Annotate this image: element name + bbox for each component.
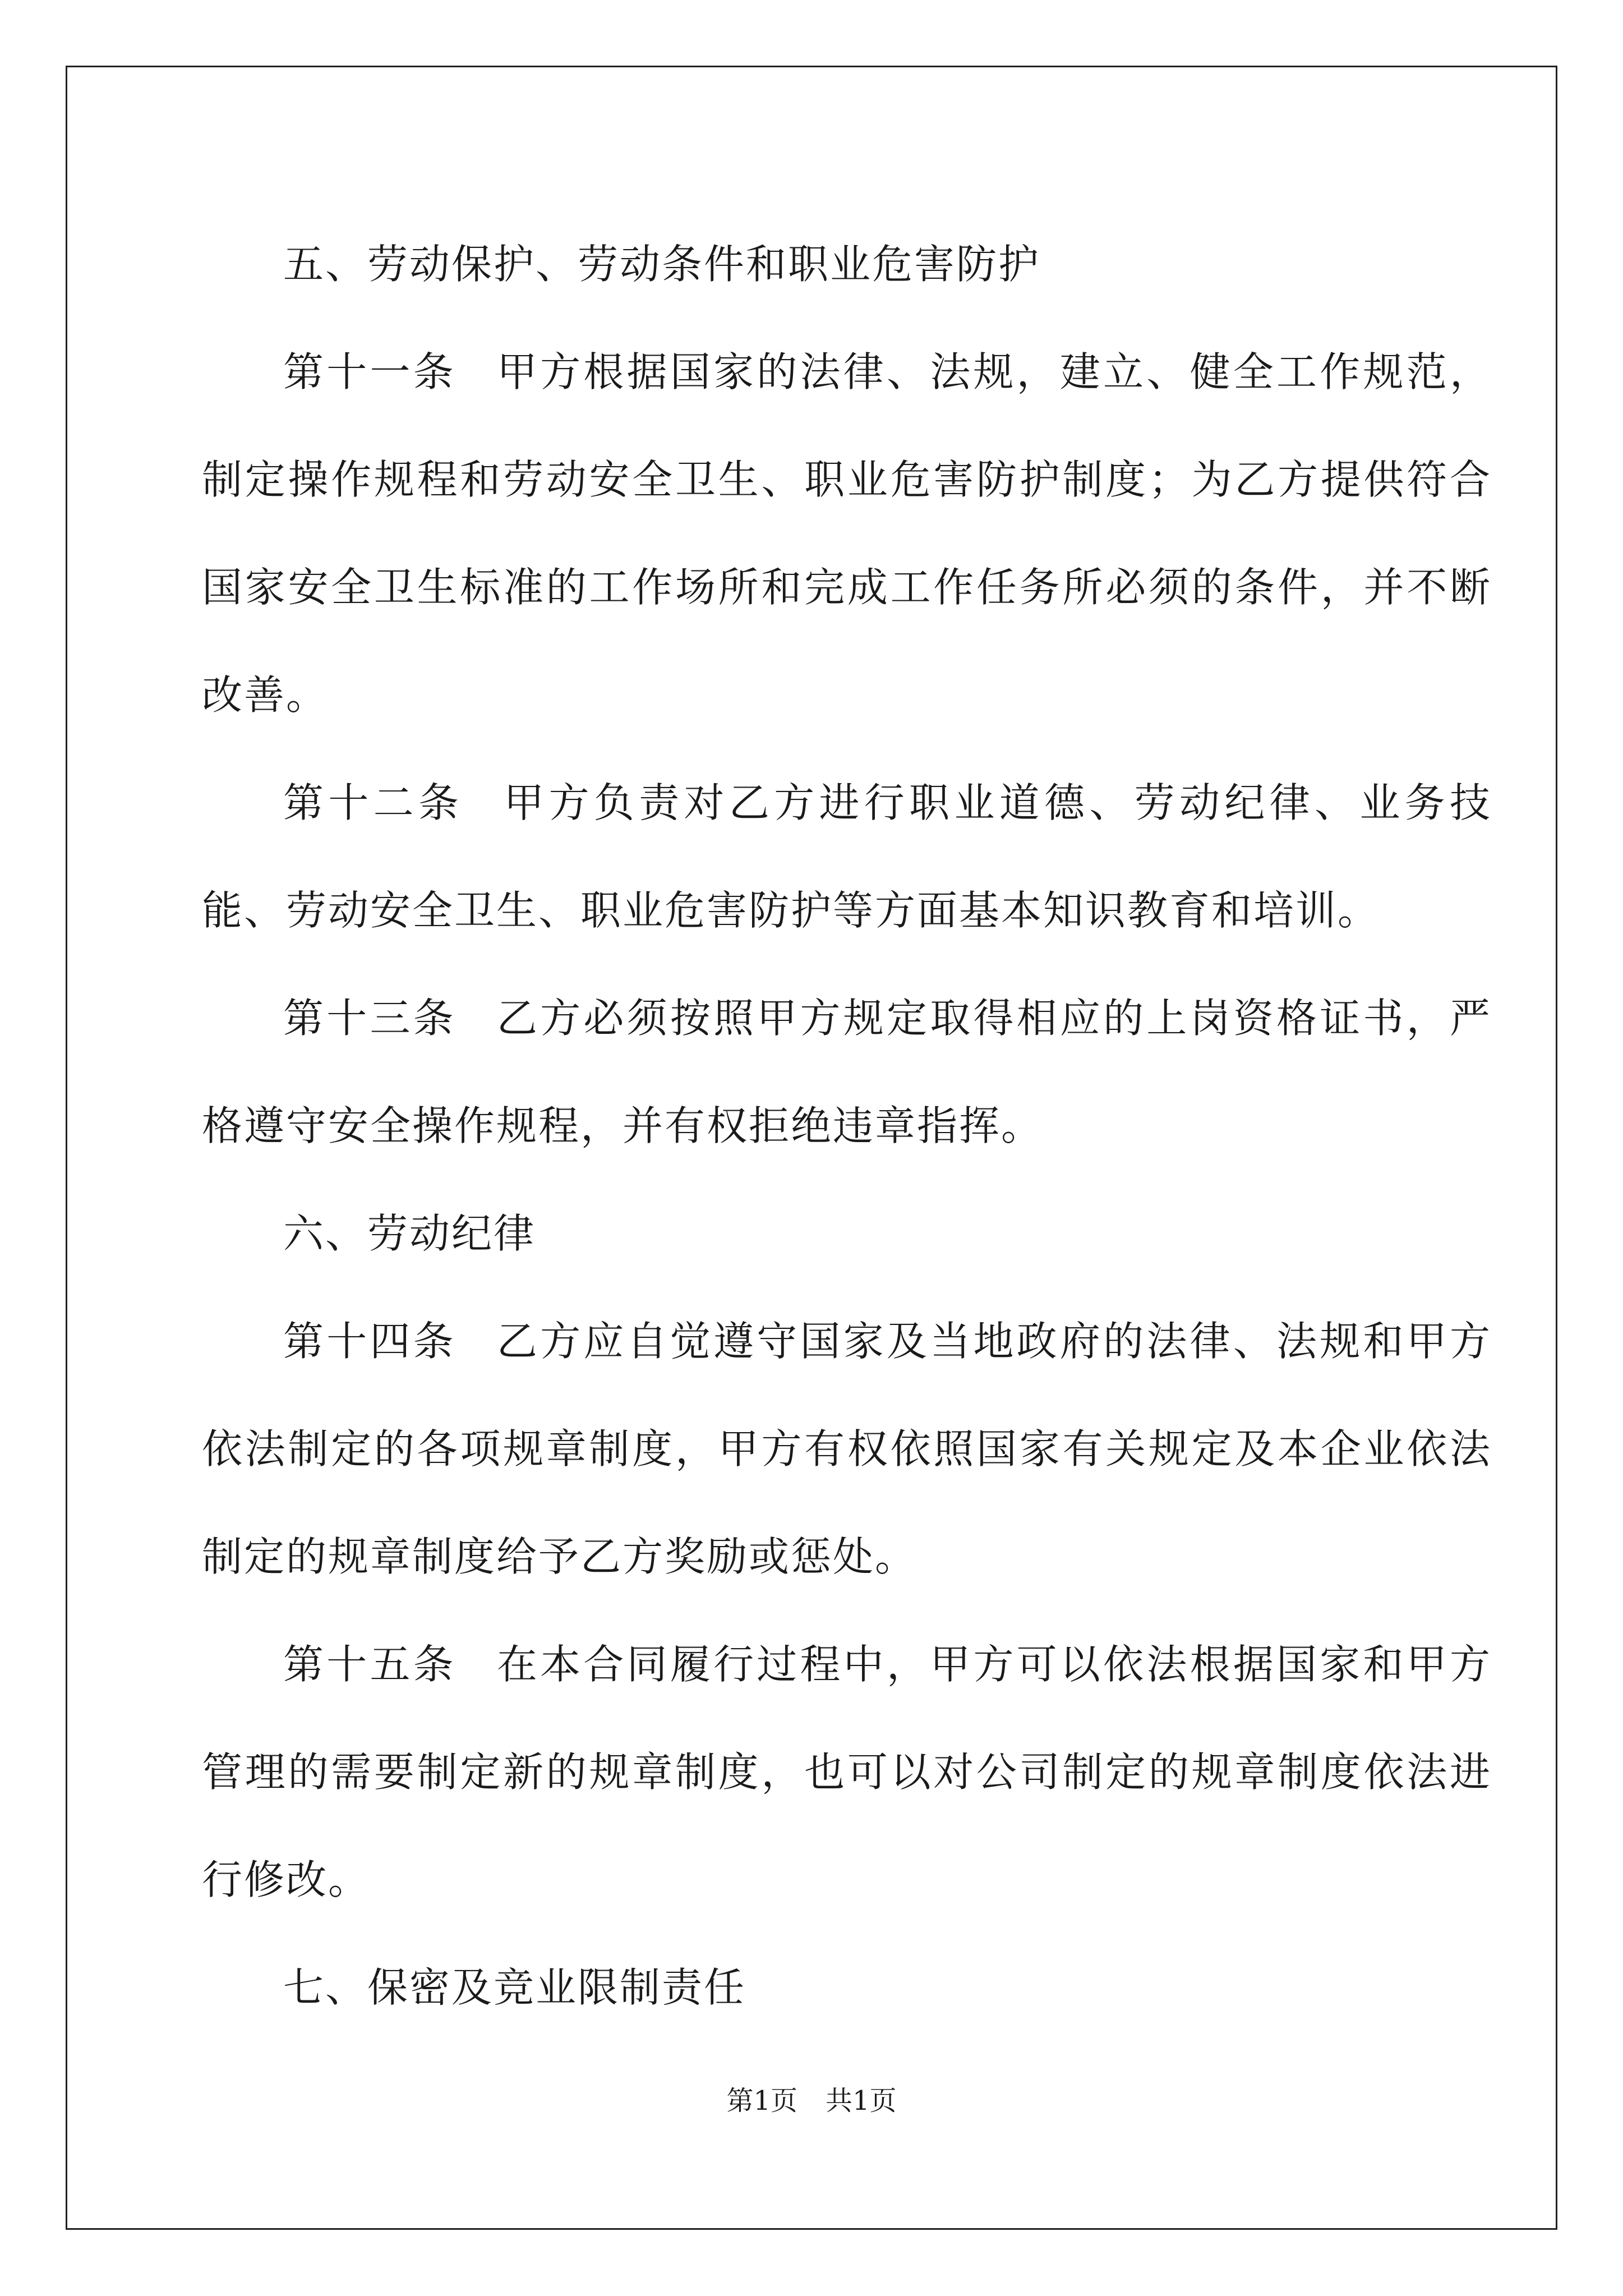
section-heading-5: [202, 210, 1492, 318]
article-14: [202, 1287, 1492, 1611]
article-number: 第十三条: [283, 995, 457, 1042]
document-body: [202, 210, 1492, 2041]
article-13: [202, 964, 1492, 1180]
article-number: 第十五条: [283, 1641, 457, 1688]
page-footer: [0, 2084, 1623, 2118]
article-text: 乙方必须按照甲方规定取得相应的上岗资格证书，严格遵守安全操作规程，并有权拒绝违章指挥。: [202, 995, 1492, 1149]
article-15: [202, 1611, 1492, 1934]
article-11: [202, 318, 1492, 749]
section-heading-7: [202, 1934, 1492, 2041]
article-number: 第十四条: [283, 1318, 457, 1365]
section-heading-text: 七、保密及竞业限制责任: [283, 1964, 746, 2011]
section-heading-text: 五、劳动保护、劳动条件和职业危害防护: [283, 241, 1041, 288]
article-12: [202, 749, 1492, 964]
article-text: 乙方应自觉遵守国家及当地政府的法律、法规和甲方依法制定的各项规章制度，甲方有权依照国家有关规定及本企业依法制定的规章制度给予乙方奖励或惩处。: [202, 1318, 1492, 1580]
article-text: 甲方负责对乙方进行职业道德、劳动纪律、业务技能、劳动安全卫生、职业危害防护等方面基本知识教育和培训。: [202, 779, 1492, 934]
article-number: 第十一条: [283, 348, 457, 395]
section-heading-6: [202, 1180, 1492, 1287]
page-total: 共1页: [826, 2085, 897, 2116]
section-heading-text: 六、劳动纪律: [283, 1210, 536, 1257]
article-text: 甲方根据国家的法律、法规，建立、健全工作规范，制定操作规程和劳动安全卫生、职业危害防护制度；为乙方提供符合国家安全卫生标准的工作场所和完成工作任务所必须的条件，并不断改善。: [202, 348, 1492, 719]
article-text: 在本合同履行过程中，甲方可以依法根据国家和甲方管理的需要制定新的规章制度，也可以对公司制定的规章制度依法进行修改。: [202, 1641, 1492, 1903]
article-number: 第十二条: [283, 779, 464, 826]
page-number: 第1页: [726, 2085, 797, 2116]
